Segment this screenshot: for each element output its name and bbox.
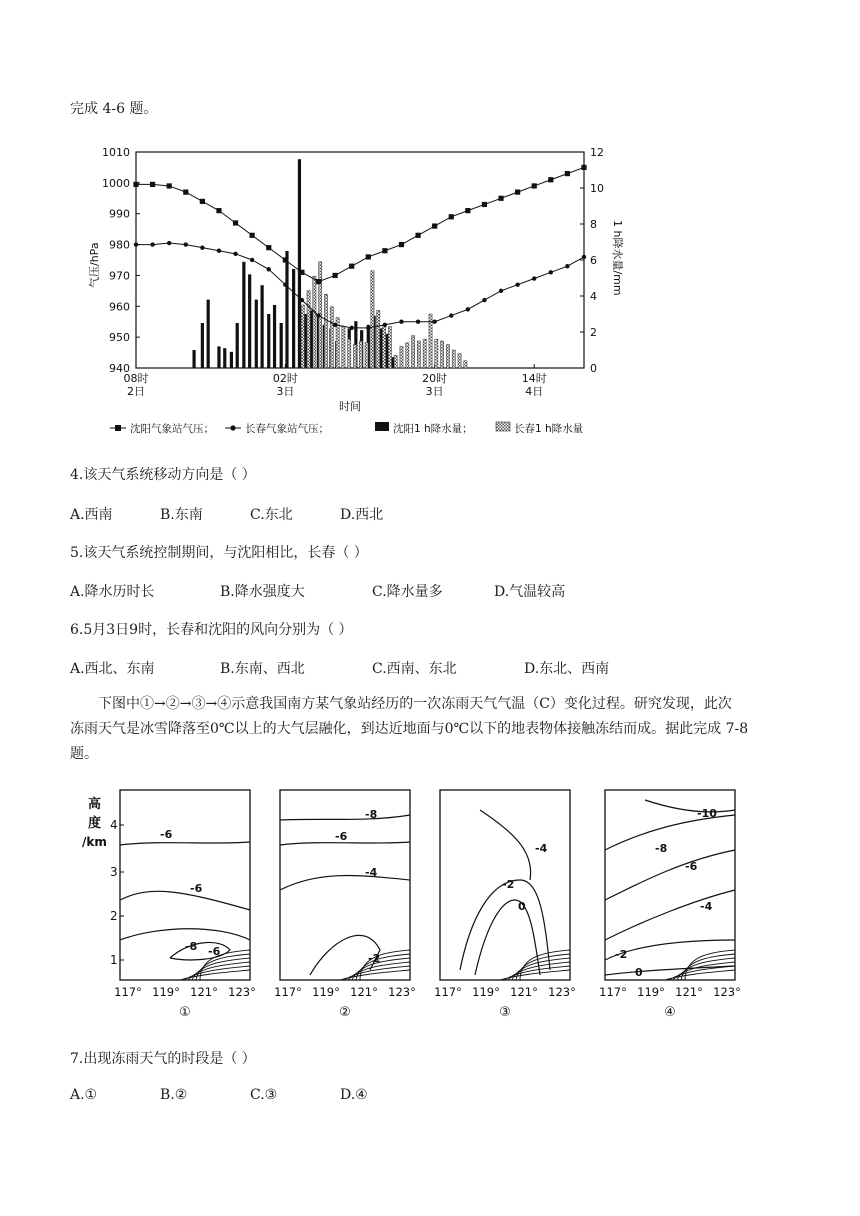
panel-label: ④ [664, 1005, 676, 1020]
intro-text: 完成 4-6 题。 [70, 101, 158, 117]
changchun-precip-bar [348, 339, 351, 368]
changchun-pressure-point [233, 252, 237, 256]
right-tick-label: 2 [590, 326, 597, 339]
shenyang-pressure-point [133, 182, 138, 187]
changchun-precip-bar [452, 350, 455, 368]
q7-option-c[interactable]: C.③ [250, 1087, 278, 1103]
changchun-pressure-point [217, 249, 221, 253]
changchun-pressure-point [316, 313, 320, 317]
q5-option-a[interactable]: A.降水历时长 [70, 584, 155, 600]
isotherm-label: -6 [335, 830, 348, 843]
changchun-precip-bar [313, 276, 316, 368]
left-axis-label: 气压/hPa [88, 242, 101, 288]
shenyang-pressure-point [183, 190, 188, 195]
q6-option-a[interactable]: A.西北、东南 [70, 661, 155, 677]
x-tick-label: 121° [190, 985, 218, 999]
shenyang-pressure-point [498, 196, 503, 201]
isotherm-label: -10 [697, 807, 717, 820]
shenyang-precip-bar [285, 251, 288, 368]
pressure-precipitation-chart [90, 140, 630, 440]
changchun-pressure-point [350, 326, 354, 330]
changchun-pressure-point [449, 313, 453, 317]
changchun-precip-bar [307, 291, 310, 368]
changchun-precip-bar [301, 305, 304, 368]
shenyang-precip-bar [292, 269, 295, 368]
changchun-precip-bar [324, 294, 327, 368]
isotherm-label: -6 [208, 945, 221, 958]
left-tick-label: 970 [109, 269, 130, 283]
shenyang-pressure-point [581, 165, 586, 170]
q7-stem: 7.出现冻雨天气的时段是（ ） [70, 1051, 256, 1067]
left-tick-label: 990 [109, 207, 130, 221]
shenyang-precip-bar [242, 262, 245, 368]
shenyang-pressure-point [366, 254, 371, 259]
isotherm-label: -2 [502, 878, 515, 891]
changchun-pressure-point [466, 307, 470, 311]
q7-option-b[interactable]: B.② [160, 1087, 188, 1103]
isotherm-label: -8 [365, 808, 378, 821]
x-tick-label-time: 08时 [123, 372, 149, 385]
shenyang-pressure-point [216, 208, 221, 213]
changchun-pressure-point [366, 326, 370, 330]
changchun-pressure-point [416, 320, 420, 324]
legend-changchun-bar [496, 422, 510, 431]
changchun-pressure-point [300, 298, 304, 302]
isotherm-panel-1 [110, 790, 256, 1020]
changchun-pressure-point [267, 267, 271, 271]
changchun-pressure-point [565, 264, 569, 268]
panel-label: ① [179, 1005, 191, 1020]
left-tick-label: 940 [109, 362, 130, 375]
panel-label: ② [339, 1005, 351, 1020]
changchun-precip-bar [330, 307, 333, 368]
shenyang-pressure-point [250, 233, 255, 238]
right-tick-label: 6 [590, 254, 597, 267]
shenyang-pressure-point [150, 182, 155, 187]
shenyang-precip-bar [267, 314, 270, 368]
isotherm-label: 0 [635, 966, 643, 979]
shenyang-precip-bar [236, 323, 239, 368]
shenyang-pressure-point [316, 279, 321, 284]
legend-changchun-label: 长春气象站气压； [245, 423, 329, 435]
changchun-pressure-point [549, 270, 553, 274]
shenyang-precip-bar [280, 323, 283, 368]
passage-line-1: 下图中①→②→③→④示意我国南方某气象站经历的一次冻雨天气气温（C）变化过程。研究发现，此次 [98, 696, 732, 712]
changchun-precip-bar [365, 343, 368, 368]
panel-label: ③ [499, 1005, 511, 1020]
isotherm-panel-2 [274, 790, 416, 1020]
x-tick-label: 121° [675, 985, 703, 999]
isotherm-panel-3 [434, 790, 576, 1020]
shenyang-pressure-point [415, 233, 420, 238]
shenyang-pressure-point [565, 171, 570, 176]
isotherm-label: -6 [190, 882, 203, 895]
q5-option-b[interactable]: B.降水强度大 [220, 584, 305, 600]
shenyang-pressure-point [382, 248, 387, 253]
x-tick-label: 121° [350, 985, 378, 999]
x-tick-label: 121° [510, 985, 538, 999]
shenyang-pressure-point [299, 270, 304, 275]
changchun-precip-bar [464, 361, 467, 368]
changchun-precip-bar [435, 339, 438, 368]
changchun-pressure-point [283, 282, 287, 286]
changchun-precip-bar [423, 339, 426, 368]
left-tick-label: 1010 [102, 146, 130, 159]
shenyang-precip-bar [255, 300, 258, 368]
q6-option-d[interactable]: D.东北、西南 [524, 661, 610, 677]
y-tick-label: 4 [110, 818, 118, 832]
y-tick-label: 2 [110, 909, 118, 923]
changchun-precip-bar [353, 345, 356, 368]
x-tick-label-time: 14时 [521, 372, 547, 385]
legend-shenyang-precip-label: 沈阳1 h降水量； [393, 423, 473, 435]
legend-changchun-marker [230, 425, 235, 430]
shenyang-pressure-point [432, 223, 437, 228]
x-tick-label: 117° [599, 985, 627, 999]
right-tick-label: 4 [590, 290, 597, 303]
changchun-precip-bar [388, 327, 391, 368]
isotherm-panel-4 [599, 790, 741, 1020]
changchun-pressure-point [184, 242, 188, 246]
q4-option-c[interactable]: C.东北 [250, 507, 293, 523]
x-axis-label: 时间 [339, 400, 361, 413]
x-tick-label: 119° [637, 985, 665, 999]
changchun-pressure-point [515, 282, 519, 286]
shenyang-precip-bar [201, 323, 204, 368]
changchun-precip-bar [342, 327, 345, 368]
x-tick-label-day: 4日 [525, 385, 544, 398]
shenyang-pressure-point [349, 264, 354, 269]
changchun-precip-bar [359, 341, 362, 368]
isotherm-label: -6 [685, 860, 698, 873]
q7-option-d[interactable]: D.④ [340, 1087, 368, 1103]
isotherm-label: -8 [185, 940, 198, 953]
legend-shenyang-label: 沈阳气象站气压； [130, 423, 214, 435]
shenyang-precip-bar [192, 350, 195, 368]
q5-option-d[interactable]: D.气温较高 [494, 584, 566, 600]
x-tick-label: 119° [312, 985, 340, 999]
y-label-char-1: 高 [88, 797, 102, 812]
y-label-char-2: 度 [88, 816, 102, 831]
x-tick-label: 117° [274, 985, 302, 999]
changchun-precip-bar [446, 345, 449, 368]
changchun-precip-bar [458, 354, 461, 368]
y-tick-label: 1 [110, 953, 118, 967]
right-tick-label: 10 [590, 182, 604, 195]
changchun-pressure-point [134, 242, 138, 246]
passage-7-8 [70, 692, 790, 767]
q6-option-b[interactable]: B.东南、西北 [220, 661, 305, 677]
q4-option-a[interactable]: A.西南 [70, 507, 113, 523]
left-tick-label: 980 [109, 238, 130, 252]
x-tick-label-time: 02时 [272, 372, 298, 385]
shenyang-pressure-point [233, 220, 238, 225]
shenyang-pressure-point [465, 208, 470, 213]
changchun-precip-bar [400, 346, 403, 368]
x-tick-label-day: 3日 [425, 385, 444, 398]
x-tick-label: 123° [228, 985, 256, 999]
right-tick-label: 8 [590, 218, 597, 231]
shenyang-precip-bar [230, 352, 233, 368]
x-tick-label: 123° [388, 985, 416, 999]
changchun-precip-bar [406, 343, 409, 368]
changchun-pressure-point [383, 323, 387, 327]
shenyang-precip-bar [261, 285, 264, 368]
isotherm-label: -4 [700, 900, 713, 913]
x-tick-label-day: 3日 [276, 385, 295, 398]
isotherm-label: -2 [368, 952, 381, 965]
shenyang-pressure-point [283, 257, 288, 262]
q4-option-d[interactable]: D.西北 [340, 507, 384, 523]
changchun-pressure-point [200, 245, 204, 249]
legend-shenyang-bar [375, 422, 389, 431]
y-label-unit: /km [82, 835, 107, 849]
changchun-pressure-point [167, 241, 171, 245]
left-tick-label: 950 [109, 331, 130, 345]
shenyang-pressure-point [532, 183, 537, 188]
panel-frame [280, 790, 410, 980]
x-tick-label: 117° [434, 985, 462, 999]
x-tick-label-day: 2日 [127, 385, 145, 398]
shenyang-pressure-point [449, 214, 454, 219]
shenyang-pressure-point [167, 183, 172, 188]
changchun-pressure-point [150, 242, 154, 246]
q7-option-a[interactable]: A.① [70, 1087, 98, 1103]
right-axis-label: 1 h降水量/mm [611, 220, 624, 296]
q4-option-b[interactable]: B.东南 [160, 507, 203, 523]
shenyang-pressure-point [200, 199, 205, 204]
shenyang-pressure-point [482, 202, 487, 207]
changchun-pressure-point [399, 320, 403, 324]
left-tick-label: 1000 [102, 176, 130, 190]
shenyang-precip-bar [217, 346, 220, 368]
q4-stem: 4.该天气系统移动方向是（ ） [70, 467, 256, 483]
changchun-precip-bar [394, 355, 397, 368]
changchun-precip-bar [371, 271, 374, 368]
changchun-precip-bar [382, 325, 385, 368]
changchun-precip-bar [441, 341, 444, 368]
changchun-pressure-point [333, 323, 337, 327]
shenyang-pressure-point [266, 245, 271, 250]
x-tick-label: 123° [548, 985, 576, 999]
isotherm-panels-figure [80, 780, 780, 1030]
shenyang-pressure-point [548, 177, 553, 182]
shenyang-precip-bar [273, 305, 276, 368]
x-tick-label: 119° [472, 985, 500, 999]
changchun-pressure-point [532, 276, 536, 280]
x-tick-label: 123° [713, 985, 741, 999]
shenyang-pressure-point [515, 190, 520, 195]
isotherm-label: -4 [365, 866, 378, 879]
x-tick-label: 117° [114, 985, 142, 999]
q6-stem: 6.5月3日9时，长春和沈阳的风向分别为（ ） [70, 622, 353, 638]
left-tick-label: 960 [109, 300, 130, 314]
changchun-pressure-point [482, 298, 486, 302]
isotherm-label: -8 [655, 842, 668, 855]
changchun-precip-bar [377, 310, 380, 368]
changchun-pressure-point [582, 255, 586, 259]
changchun-pressure-point [250, 258, 254, 262]
changchun-pressure-point [432, 320, 436, 324]
x-tick-label-time: 20时 [422, 372, 448, 385]
q5-option-c[interactable]: C.降水量多 [372, 584, 443, 600]
changchun-precip-bar [411, 336, 414, 368]
isotherm-label: -2 [615, 948, 628, 961]
right-tick-label: 12 [590, 146, 604, 159]
isotherm-label: -4 [535, 842, 548, 855]
changchun-precip-bar [417, 341, 420, 368]
shenyang-pressure-line [136, 167, 584, 281]
shenyang-pressure-point [399, 242, 404, 247]
passage-line-2: 冻雨天气是冰雪降落至0℃以上的大气层融化，到达近地面与0℃以下的地表物体接触冻结而成。据此完成 7-8 [70, 721, 749, 737]
x-tick-label: 119° [152, 985, 180, 999]
y-tick-label: 3 [110, 865, 118, 879]
shenyang-precip-bar [298, 159, 301, 368]
shenyang-precip-bar [223, 348, 226, 368]
shenyang-precip-bar [248, 274, 251, 368]
shenyang-precip-bar [207, 300, 210, 368]
isotherm-label: -6 [160, 828, 173, 841]
isotherm-label: 0 [518, 900, 526, 913]
legend-changchun-precip-label: 长春1 h降水量 [514, 423, 584, 435]
legend-shenyang-marker [115, 425, 121, 431]
shenyang-pressure-point [333, 273, 338, 278]
q5-stem: 5.该天气系统控制期间，与沈阳相比，长春（ ） [70, 545, 368, 561]
right-tick-label: 0 [590, 362, 597, 375]
passage-line-3: 题。 [70, 746, 98, 762]
q6-option-c[interactable]: C.西南、东北 [372, 661, 457, 677]
changchun-pressure-point [499, 289, 503, 293]
